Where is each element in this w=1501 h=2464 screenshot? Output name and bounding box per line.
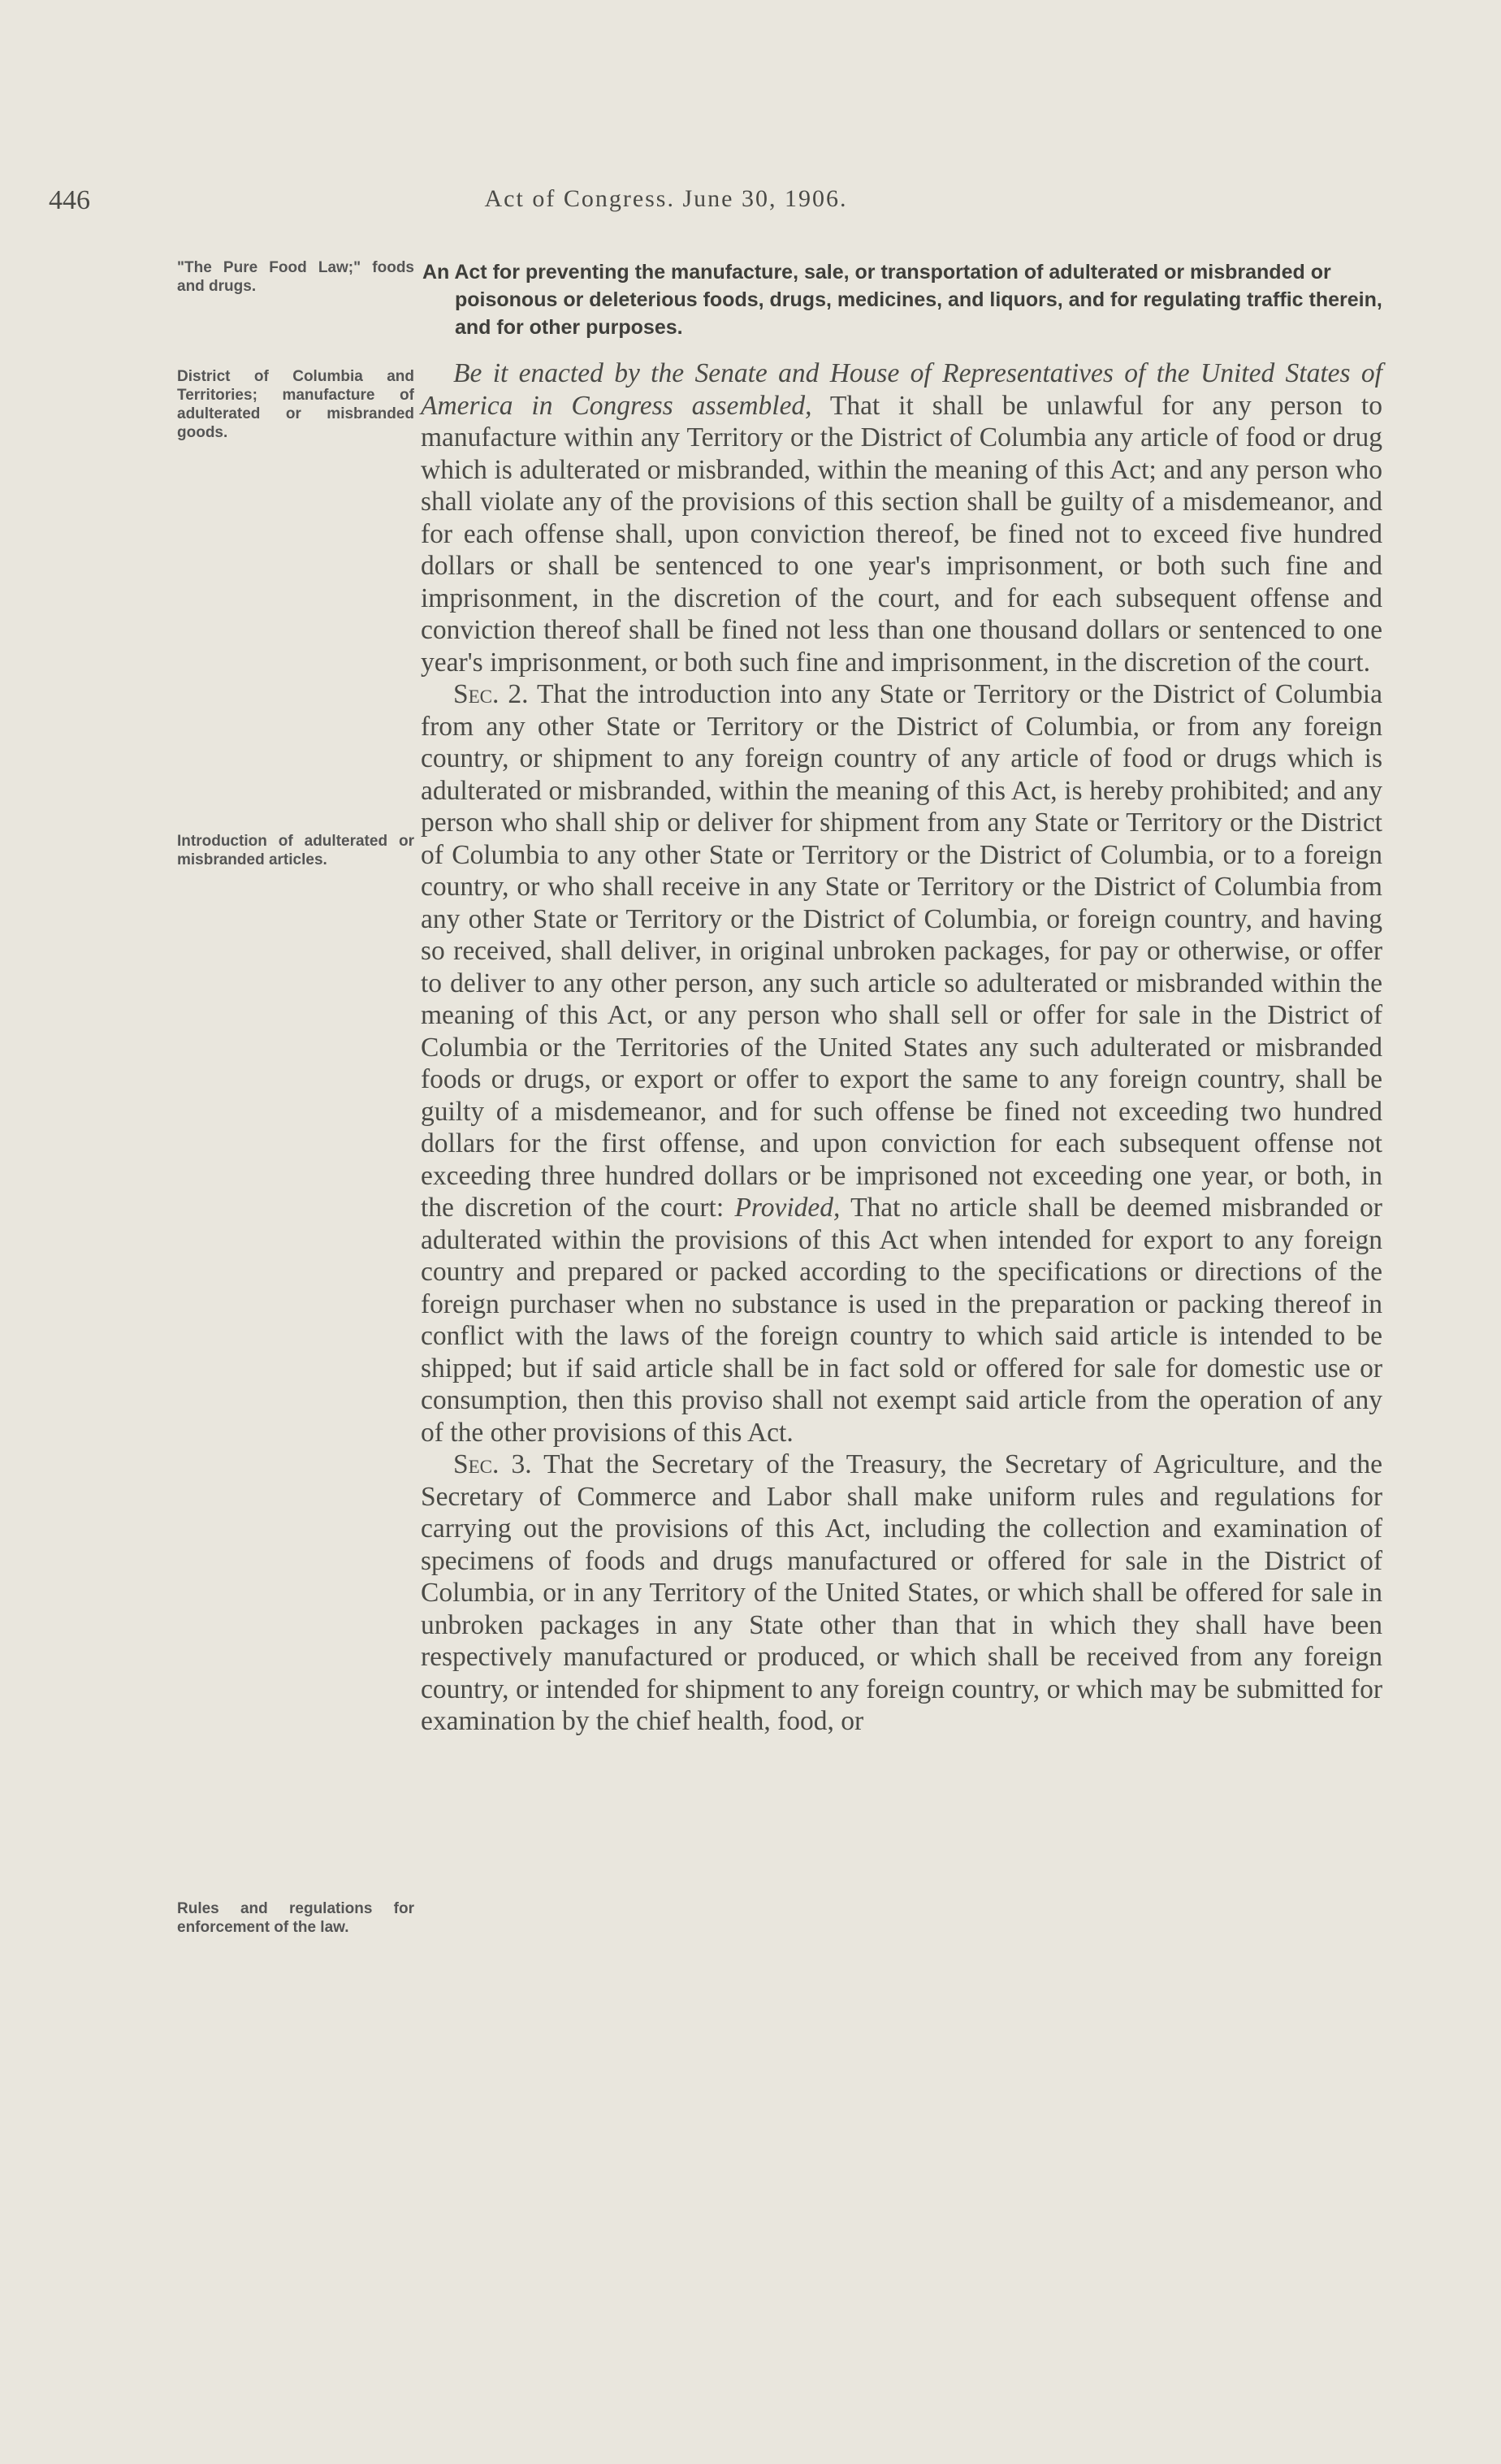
- running-head: Act of Congress. June 30, 1906.: [484, 185, 848, 212]
- enacting-clause: Be it enacted by the Senate and House of Representatives of the United States of America in Congress assembled,: [421, 358, 1382, 421]
- proviso-label: Provided,: [734, 1193, 841, 1223]
- margin-note-rules: Rules and regulations for enforcement of the law.: [177, 1900, 414, 1936]
- section-2-text: That the introduction into any State or Territory or the District of Columbia from any other State or Territory or the District of Columbia, or from any foreign country, or shipment to any foreign country of any article of food or drugs which is adulterated or misbranded, within the meaning of this Act, is hereby prohibited; and any person who shall ship or deliver for shipment from any State or Territory or the District of Columbia to any other State or Territory or the District of Columbia, or to a foreign country, or who shall receive in any State or Territory or the District of Columbia from any other State or Territory or the District of Columbia, or foreign country, and having so received, shall deliver, in original unbroken packages, for pay or otherwise, or offer to deliver to any other person, any such article so adulterated or misbranded within the meaning of this Act, or any person who shall sell or offer for sale in the District of Columbia or the Territories of the United States any such adulterated or misbranded foods or drugs, or export or offer to export the same to any foreign country, shall be guilty of a misdemeanor, and for such offense be fined not exceeding two hundred dollars for the first offense, and upon conviction for each subsequent offense not exceeding three hundred dollars or be imprisoned not exceeding one year, or both, in the discretion of the court:: [421, 679, 1382, 1223]
- act-body: [421, 357, 1382, 1738]
- section-2-label: Sec. 2.: [453, 679, 529, 709]
- section-3-text: That the Secretary of the Treasury, the Secretary of Agriculture, and the Secretary of Commerce and Labor shall make uniform rules and regulations for carrying out the provisions of this Act, including the collection and examination of specimens of foods and drugs manufactured or offered for sale in the District of Columbia, or in any Territory of the United States, or which shall be offered for sale in unbroken packages in any State other than that in which they shall have been respectively manufactured or produced, or which shall be received from any foreign country, or intended for shipment to any foreign country, or which may be submitted for examination by the chief health, food, or: [421, 1449, 1382, 1736]
- margin-note-introduction: Introduction of adulterated or misbranded articles.: [177, 833, 414, 868]
- margin-note-title: "The Pure Food Law;" foods and drugs.: [177, 259, 414, 295]
- margin-note-district: District of Columbia and Territories; manufacture of adulterated or misbranded goods.: [177, 368, 414, 441]
- act-title-lead: An Act: [422, 261, 487, 284]
- section-3-label: Sec. 3.: [453, 1449, 532, 1479]
- act-title: [422, 258, 1382, 341]
- page-header: [49, 185, 1283, 218]
- section-1-text: That it shall be unlawful for any person to manufacture within any Territory or the District of Columbia any article of food or drug which is adulterated or misbranded, within the meaning of this Act; and any person who shall violate any of the provisions of this section shall be guilty of a misdemeanor, and for each offense shall, upon conviction thereof, be fined not to exceed five hundred dollars or shall be sentenced to one year's imprisonment, or both such fine and imprisonment, in the discretion of the court, and for each subsequent offense and conviction thereof shall be fined not less than one thousand dollars or sentenced to one year's imprisonment, or both such fine and imprisonment, in the discretion of the court.: [421, 390, 1382, 678]
- section-1: [421, 357, 1382, 678]
- section-2: [421, 678, 1382, 1449]
- act-title-text: for preventing the manufacture, sale, or transportation of adulterated or misbranded or poisonous or deleterious foods, drugs, medicines, and liquors, and for regulating traffic therein, and for other purposes.: [455, 261, 1382, 339]
- section-2-proviso-text: That no article shall be deemed misbranded or adulterated within the provisions of this Act when intended for export to any foreign country and prepared or packed according to the specifications or directions of the foreign purchaser when no substance is used in the preparation or packing thereof in conflict with the laws of the foreign country to which said article is intended to be shipped; but if said article shall be in fact sold or offered for sale for domestic use or consumption, then this proviso shall not exempt said article from the operation of any of the other provisions of this Act.: [421, 1193, 1382, 1448]
- page-number: 446: [49, 185, 90, 215]
- section-3: [421, 1449, 1382, 1738]
